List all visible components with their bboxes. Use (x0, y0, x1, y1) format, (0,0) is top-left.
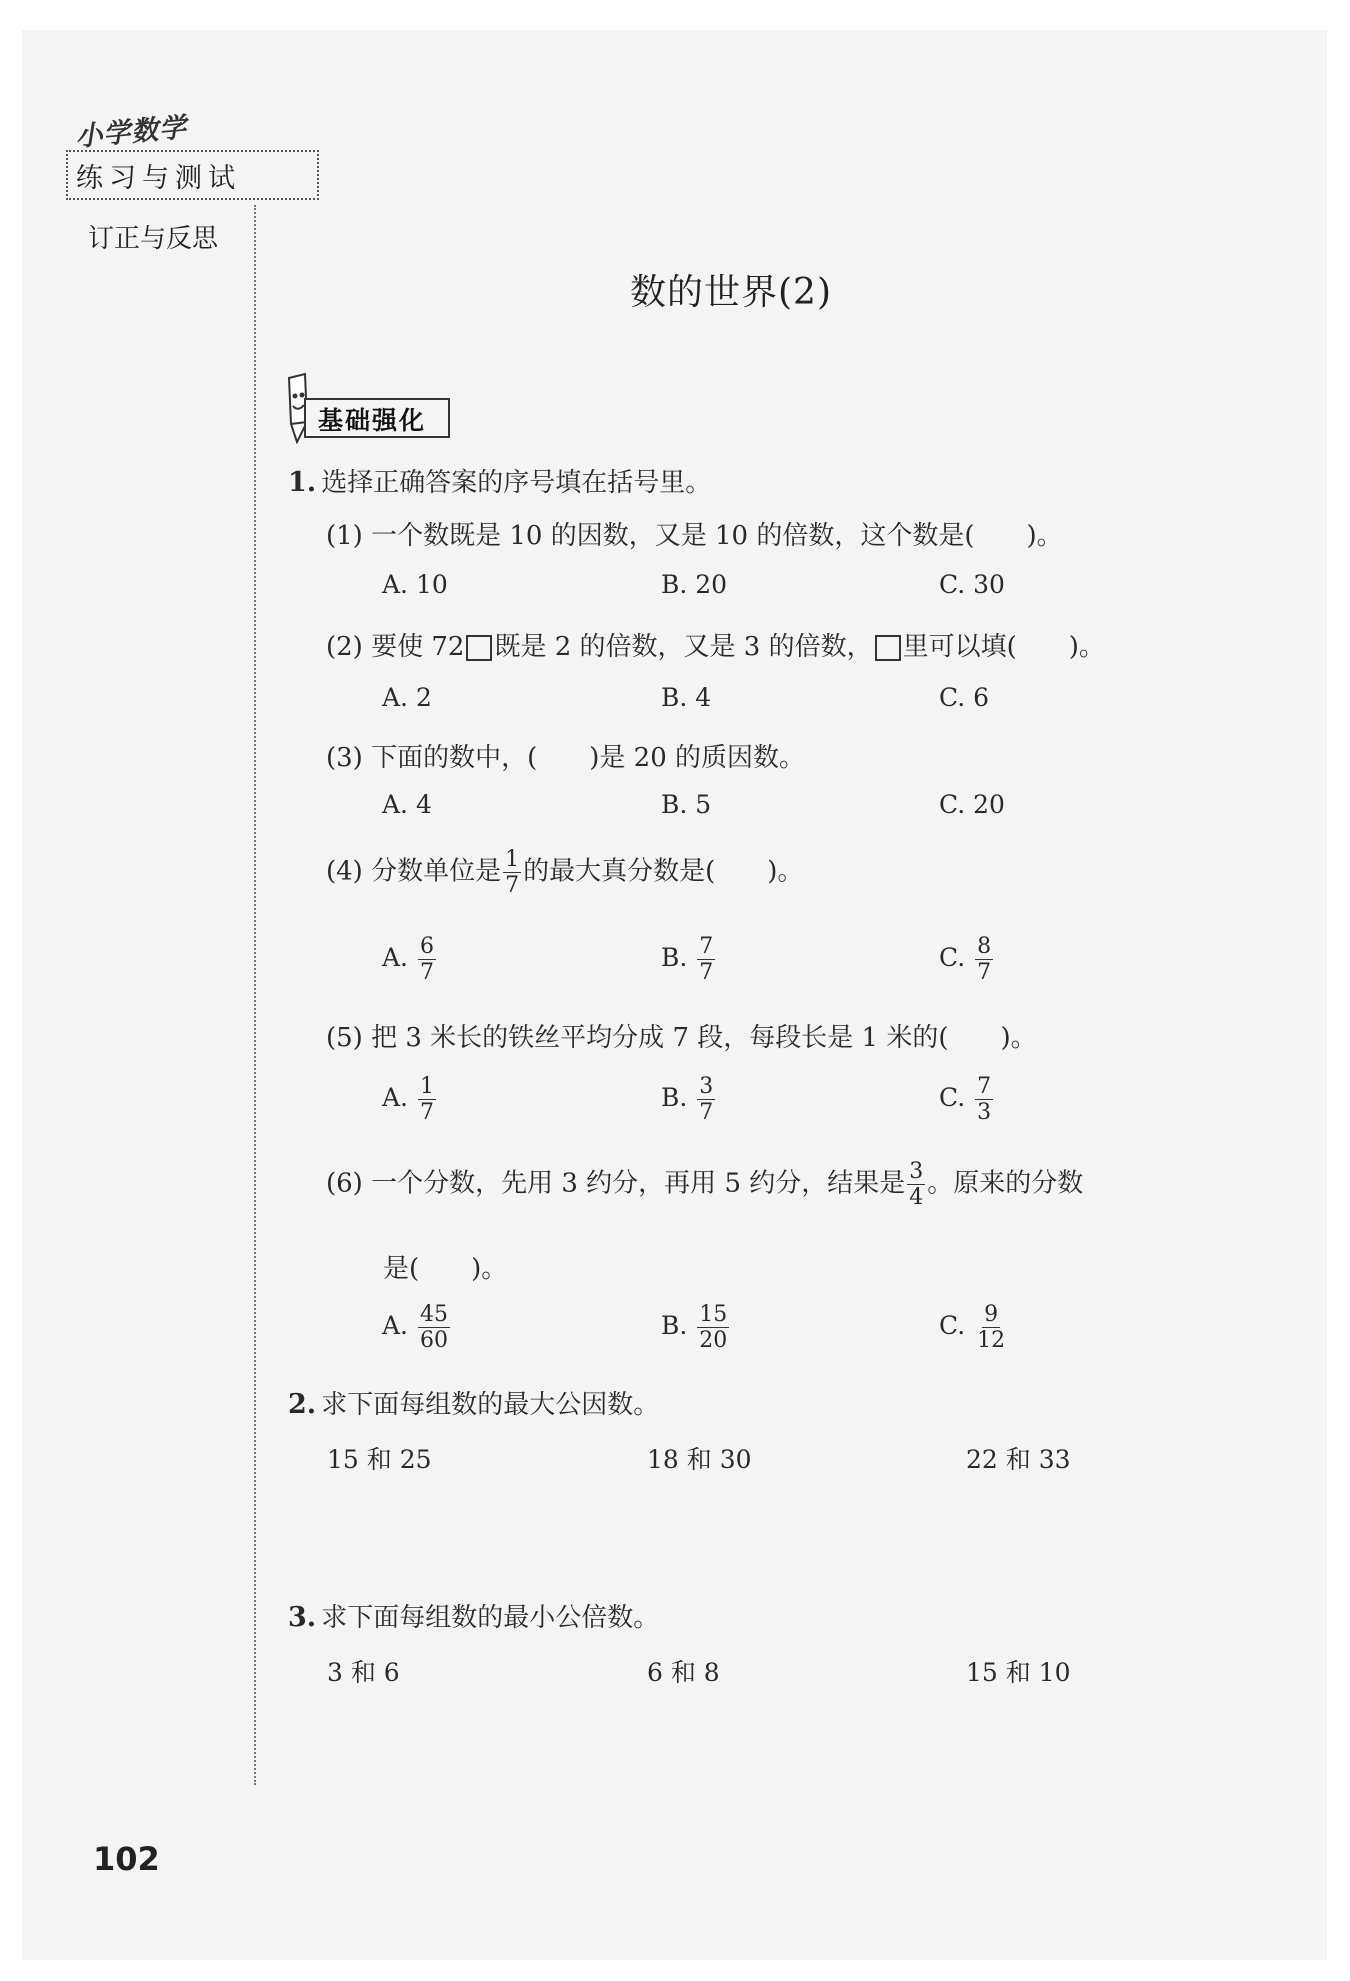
section-header-label: 基础强化 (318, 406, 427, 435)
option-a: A. $\frac{45}{60}$ (382, 1302, 448, 1354)
blank-box (875, 635, 901, 661)
subquestion-number: (5) (326, 1023, 363, 1053)
subquestion-6: (6) 一个分数，先用 3 约分，再用 5 约分，结果是 $\frac{3}{4}$ 。原来的分数 (326, 1159, 1084, 1211)
option-c: C. $\frac{9}{12}$ (939, 1302, 1006, 1354)
subquestion-2: (2) 要使 72 既是 2 的倍数，又是 3 的倍数， 里可以填( )。 (326, 632, 1105, 662)
subquestion-text: 下面的数中，( )是 20 的质因数。 (371, 743, 806, 773)
subquestion-number: (1) (326, 521, 363, 551)
option-a: A. 2 (382, 683, 432, 712)
option-a: A. $\frac{1}{7}$ (382, 1074, 434, 1126)
option-a: A. 10 (382, 570, 448, 599)
option-c: C. 20 (939, 790, 1005, 819)
question-text: 求下面每组数的最大公因数。 (321, 1390, 660, 1420)
option-a: A. $\frac{6}{7}$ (382, 934, 434, 986)
option-c: C. 6 (939, 683, 990, 712)
fraction: $\frac{3}{4}$ (909, 1159, 924, 1211)
number-pair: 15 和 25 (327, 1445, 432, 1474)
subquestion-number: (2) (326, 632, 363, 662)
number-pair: 15 和 10 (966, 1658, 1071, 1687)
question-text: 求下面每组数的最小公倍数。 (321, 1603, 660, 1633)
subquestion-number: (3) (326, 743, 363, 773)
subquestion-4: (4) 分数单位是 $\frac{1}{7}$ 的最大真分数是( )。 (326, 847, 804, 899)
option-b: B. 20 (661, 570, 728, 599)
option-b: B. $\frac{7}{7}$ (661, 934, 714, 986)
brand-subtitle: 练习与测试 (76, 163, 241, 194)
number-pair: 3 和 6 (327, 1658, 400, 1687)
subquestion-text: 一个数既是 10 的因数，又是 10 的倍数，这个数是( )。 (371, 521, 1063, 551)
option-c: C. 30 (939, 570, 1005, 599)
option-b: B. 5 (661, 790, 712, 819)
question-text: 选择正确答案的序号填在括号里。 (321, 468, 712, 498)
question-number: 3. (288, 1602, 317, 1633)
blank-box (466, 635, 492, 661)
option-b: B. $\frac{3}{7}$ (661, 1074, 714, 1126)
subquestion-1 (326, 515, 1063, 552)
page-number: 102 (93, 1840, 160, 1878)
fraction: $\frac{1}{7}$ (505, 847, 520, 899)
question-1 (288, 462, 711, 499)
question-3 (288, 1597, 659, 1634)
subquestion-3 (326, 737, 805, 774)
margin-divider (254, 205, 256, 1785)
question-number: 1. (288, 467, 317, 498)
option-a: A. 4 (382, 790, 432, 819)
correction-margin-label: 订正与反思 (88, 224, 219, 254)
subquestion-5 (326, 1017, 1037, 1054)
subquestion-number: (4) (326, 856, 363, 887)
question-2 (288, 1384, 659, 1421)
number-pair: 22 和 33 (966, 1445, 1071, 1474)
option-c: C. $\frac{8}{7}$ (939, 934, 992, 986)
option-c: C. $\frac{7}{3}$ (939, 1074, 992, 1126)
subquestion-number: (6) (326, 1168, 363, 1199)
subquestion-6-continued: 是( )。 (383, 1254, 508, 1284)
page-title: 数的世界(2) (630, 272, 832, 313)
option-b: B. 4 (661, 683, 712, 712)
question-number: 2. (288, 1389, 317, 1420)
brand-title: 小学数学 (74, 112, 189, 153)
option-b: B. $\frac{15}{20}$ (661, 1302, 728, 1354)
number-pair: 18 和 30 (647, 1445, 752, 1474)
number-pair: 6 和 8 (647, 1658, 720, 1687)
subquestion-text: 把 3 米长的铁丝平均分成 7 段，每段长是 1 米的( )。 (371, 1023, 1037, 1053)
